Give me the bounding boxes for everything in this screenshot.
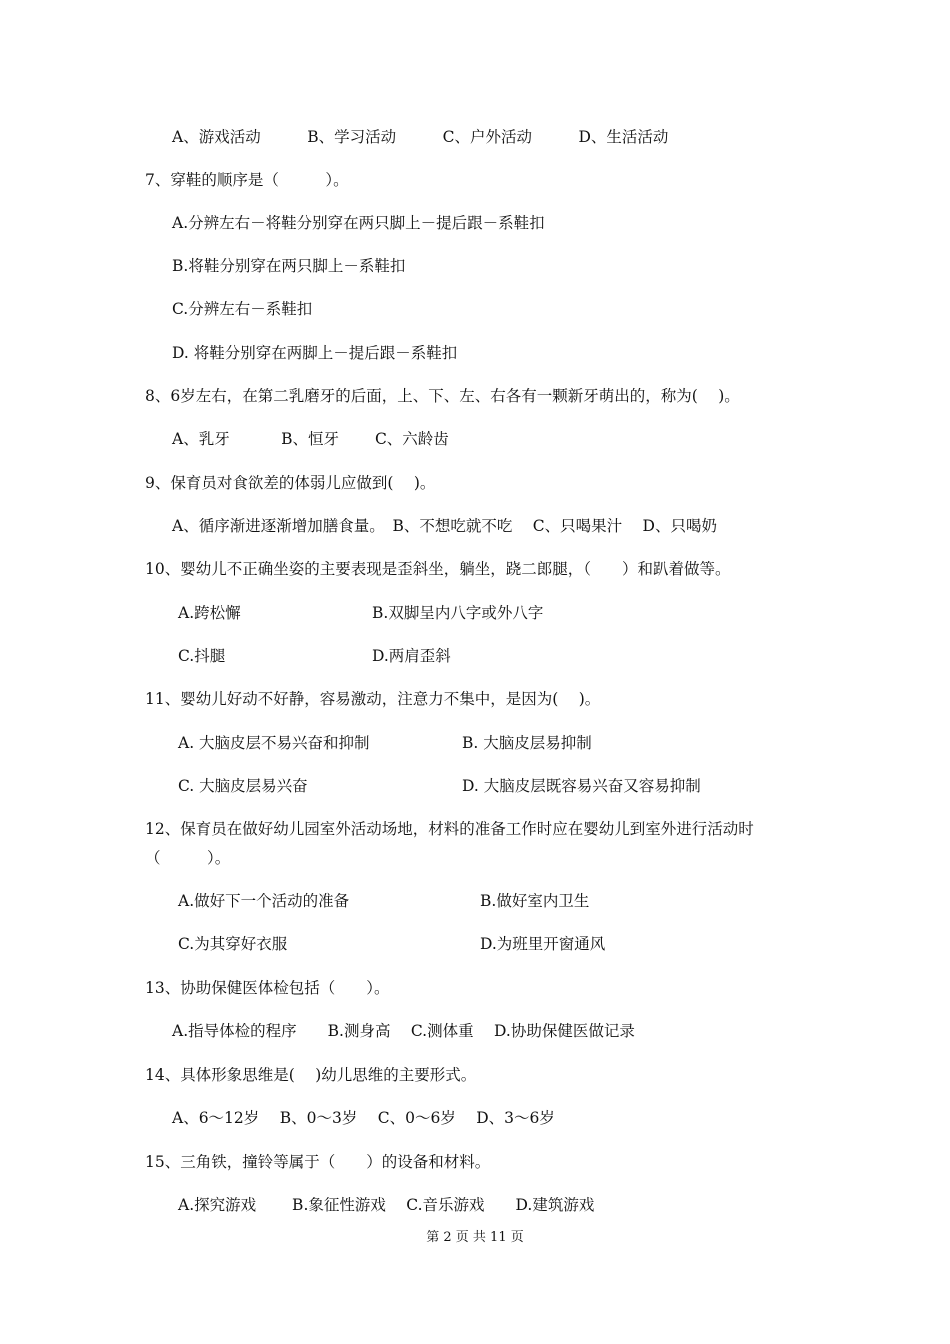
q7-option-a: A.分辨左右－将鞋分别穿在两只脚上－提后跟－系鞋扣 (172, 214, 545, 232)
q13-stem: 13、协助保健医体检包括（ ）。 (145, 979, 390, 997)
q6-options: A、游戏活动 B、学习活动 C、户外活动 D、生活活动 (172, 128, 669, 146)
q11-option-d: D. 大脑皮层既容易兴奋又容易抑制 (462, 777, 701, 795)
q11-option-b: B. 大脑皮层易抑制 (462, 734, 592, 752)
q11-stem: 11、婴幼儿好动不好静，容易激动，注意力不集中，是因为( )。 (145, 690, 601, 708)
q12-option-d: D.为班里开窗通风 (480, 935, 606, 953)
q8-options: A、乳牙 B、恒牙 C、六龄齿 (172, 430, 449, 448)
q8-stem: 8、6岁左右，在第二乳磨牙的后面，上、下、左、右各有一颗新牙萌出的，称为( )。 (145, 387, 740, 405)
q10-option-b: B.双脚呈内八字或外八字 (372, 604, 544, 622)
q13-options: A.指导体检的程序 B.测身高 C.测体重 D.协助保健医做记录 (172, 1022, 635, 1040)
q7-stem: 7、穿鞋的顺序是（ ）。 (145, 171, 349, 189)
q11-option-a: A. 大脑皮层不易兴奋和抑制 (178, 734, 370, 752)
q12-stem: 12、保育员在做好幼儿园室外活动场地，材料的准备工作时应在婴幼儿到室外进行活动时 (145, 820, 754, 838)
q10-option-a: A.跨松懈 (178, 604, 241, 622)
q12-option-a: A.做好下一个活动的准备 (178, 892, 350, 910)
q7-option-c: C.分辨左右－系鞋扣 (172, 300, 313, 318)
q9-options: A、循序渐进逐渐增加膳食量。 B、不想吃就不吃 C、只喝果汁 D、只喝奶 (172, 517, 717, 535)
q10-stem: 10、婴幼儿不正确坐姿的主要表现是歪斜坐，躺坐，跷二郎腿，（ ）和趴着做等。 (145, 560, 731, 578)
q12-option-b: B.做好室内卫生 (480, 892, 590, 910)
q7-option-b: B.将鞋分别穿在两只脚上－系鞋扣 (172, 257, 406, 275)
q14-stem: 14、具体形象思维是( )幼儿思维的主要形式。 (145, 1066, 477, 1084)
q15-stem: 15、三角铁，撞铃等属于（ ）的设备和材料。 (145, 1153, 491, 1171)
q15-options: A.探究游戏 B.象征性游戏 C.音乐游戏 D.建筑游戏 (178, 1196, 595, 1214)
q14-options: A、6～12岁 B、0～3岁 C、0～6岁 D、3～6岁 (172, 1109, 555, 1127)
q10-option-d: D.两肩歪斜 (372, 647, 451, 665)
q12-stem-continued: （ ）。 (145, 849, 231, 867)
q11-option-c: C. 大脑皮层易兴奋 (178, 777, 308, 795)
q7-option-d: D. 将鞋分别穿在两脚上－提后跟－系鞋扣 (172, 344, 458, 362)
page-footer: 第 2 页 共 11 页 (426, 1230, 524, 1245)
q10-option-c: C.抖腿 (178, 647, 226, 665)
q12-option-c: C.为其穿好衣服 (178, 935, 288, 953)
q9-stem: 9、保育员对食欲差的体弱儿应做到( )。 (145, 474, 436, 492)
